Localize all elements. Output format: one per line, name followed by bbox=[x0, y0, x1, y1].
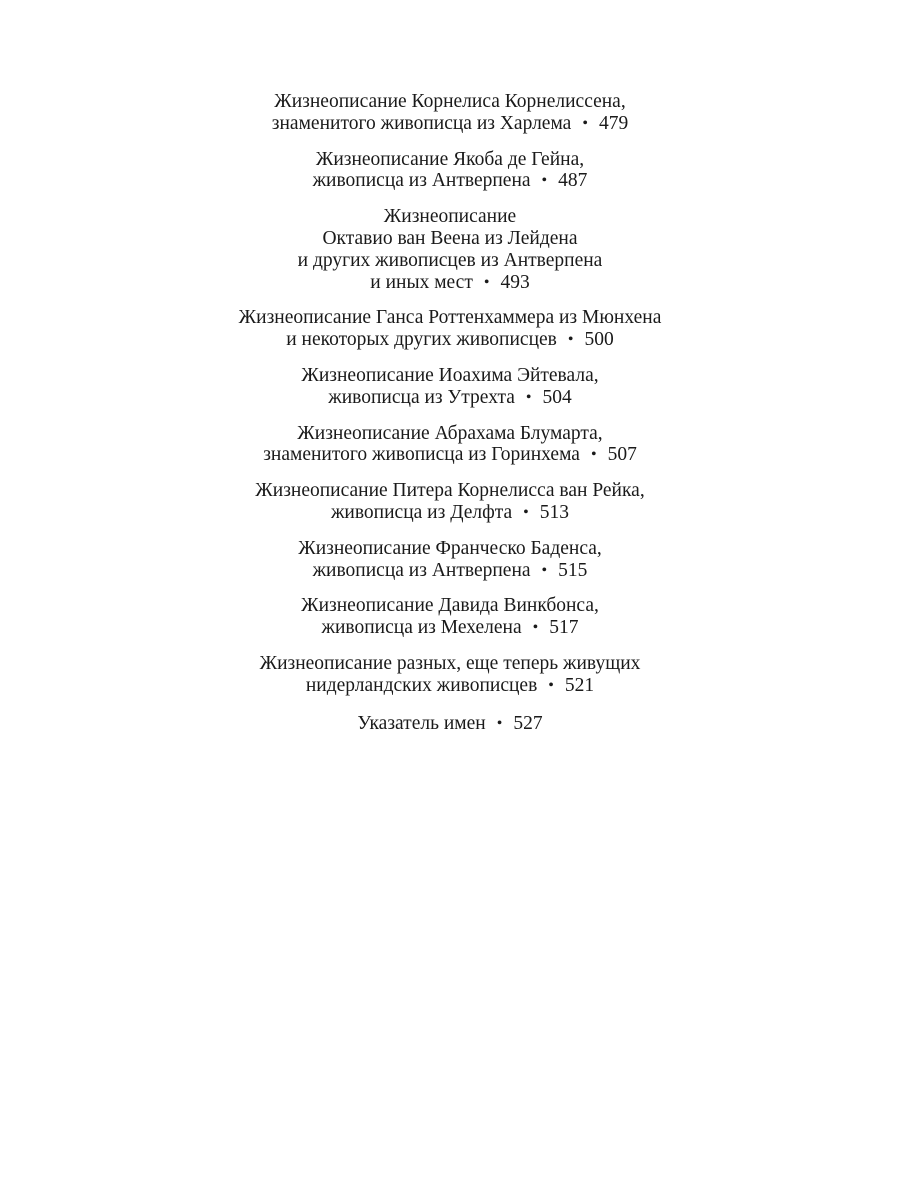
bullet-separator: • bbox=[590, 446, 597, 464]
toc-entry-title-text: живописца из Антверпена bbox=[312, 559, 531, 581]
bullet-separator: • bbox=[532, 619, 539, 637]
toc-entry-title-last-line bbox=[0, 387, 900, 410]
toc-entry-title-line: Жизнеописание Франческо Баденса, bbox=[298, 537, 602, 559]
toc-entry-title-line: Жизнеописание Иоахима Эйтевала, bbox=[301, 364, 599, 386]
toc-page-number: 479 bbox=[598, 112, 629, 134]
bullet-separator: • bbox=[541, 561, 548, 579]
toc-entry-title-line: Жизнеописание Корнелиса Корнелиссена, bbox=[274, 91, 626, 112]
toc-entry-title-last-line bbox=[0, 170, 900, 193]
toc-entry[interactable] bbox=[0, 423, 900, 468]
bullet-separator: • bbox=[523, 503, 529, 521]
toc-entry-title-line: Жизнеописание Абрахама Блумарта, bbox=[297, 422, 603, 444]
toc-index-entry[interactable] bbox=[0, 713, 900, 736]
toc-entry-title-text: нидерландских живописцев bbox=[305, 674, 538, 696]
toc-entry-title-text: и некоторых других живописцев bbox=[286, 329, 557, 351]
bullet-separator: • bbox=[541, 172, 548, 190]
bullet-separator: • bbox=[567, 331, 574, 349]
toc-entry[interactable] bbox=[0, 365, 900, 410]
toc-entry-title-text: живописца из Утрехта bbox=[328, 386, 515, 408]
toc-entry-title-line: и других живописцев из Антверпена bbox=[297, 249, 603, 271]
toc-page-number: 513 bbox=[539, 501, 570, 523]
toc-entry-title-last-line bbox=[0, 272, 900, 295]
table-of-contents bbox=[0, 91, 900, 711]
index-label: Указатель имен bbox=[357, 713, 486, 734]
bullet-separator: • bbox=[483, 273, 490, 291]
toc-entry-title-last-line bbox=[0, 617, 900, 640]
toc-entry-title-line: Жизнеописание Питера Корнелисса ван Рейка, bbox=[255, 480, 645, 502]
toc-page-number: 507 bbox=[607, 444, 637, 466]
toc-entry-title-text: живописца из Антверпена bbox=[312, 170, 531, 192]
toc-entry[interactable] bbox=[0, 91, 900, 136]
toc-entry-title-last-line bbox=[0, 329, 900, 352]
toc-entry-title-last-line bbox=[0, 675, 900, 698]
toc-entry-title-text: и иных мест bbox=[370, 271, 473, 293]
toc-entry[interactable] bbox=[0, 595, 900, 640]
toc-entry-title-line: Жизнеописание Давида Винкбонса, bbox=[301, 595, 599, 617]
toc-page-number: 504 bbox=[542, 386, 572, 408]
toc-entry-title-line: Жизнеописание Ганса Роттенхаммера из Мюнхена bbox=[238, 307, 662, 329]
toc-entry-title-last-line bbox=[0, 444, 900, 467]
toc-page-number: 517 bbox=[549, 617, 579, 639]
toc-entry-title-line: Октавио ван Веена из Лейдена bbox=[322, 227, 578, 249]
toc-entry[interactable] bbox=[0, 538, 900, 583]
toc-page-number: 521 bbox=[564, 674, 595, 696]
toc-entry[interactable] bbox=[0, 480, 900, 525]
toc-entry-title-text: знаменитого живописца из Харлема bbox=[271, 112, 572, 134]
toc-entry-title-last-line bbox=[0, 113, 900, 136]
toc-entry-title-text: живописца из Мехелена bbox=[321, 617, 522, 639]
toc-entry-title-text: знаменитого живописца из Горинхема bbox=[263, 444, 580, 466]
bullet-separator: • bbox=[548, 676, 554, 694]
toc-entry-title-line: Жизнеописание bbox=[383, 206, 517, 228]
toc-entry[interactable] bbox=[0, 653, 900, 698]
toc-page-number: 515 bbox=[558, 559, 588, 581]
toc-entry-title-last-line bbox=[0, 560, 900, 583]
toc-page-number: 527 bbox=[513, 713, 543, 734]
bullet-separator: • bbox=[582, 114, 588, 132]
toc-page-number: 500 bbox=[584, 329, 614, 351]
toc-entry[interactable] bbox=[0, 206, 900, 294]
toc-entry-title-last-line bbox=[0, 502, 900, 525]
toc-entry-title-line: Жизнеописание Якоба де Гейна, bbox=[315, 148, 585, 170]
toc-page-number: 487 bbox=[558, 170, 588, 192]
bullet-separator: • bbox=[525, 388, 532, 406]
toc-entry[interactable] bbox=[0, 307, 900, 352]
toc-entry[interactable] bbox=[0, 149, 900, 194]
toc-page-number: 493 bbox=[500, 271, 530, 293]
toc-entry-title-text: живописца из Делфта bbox=[330, 501, 513, 523]
bullet-separator: • bbox=[496, 715, 503, 732]
toc-entry-title-line: Жизнеописание разных, еще теперь живущих bbox=[259, 652, 641, 674]
